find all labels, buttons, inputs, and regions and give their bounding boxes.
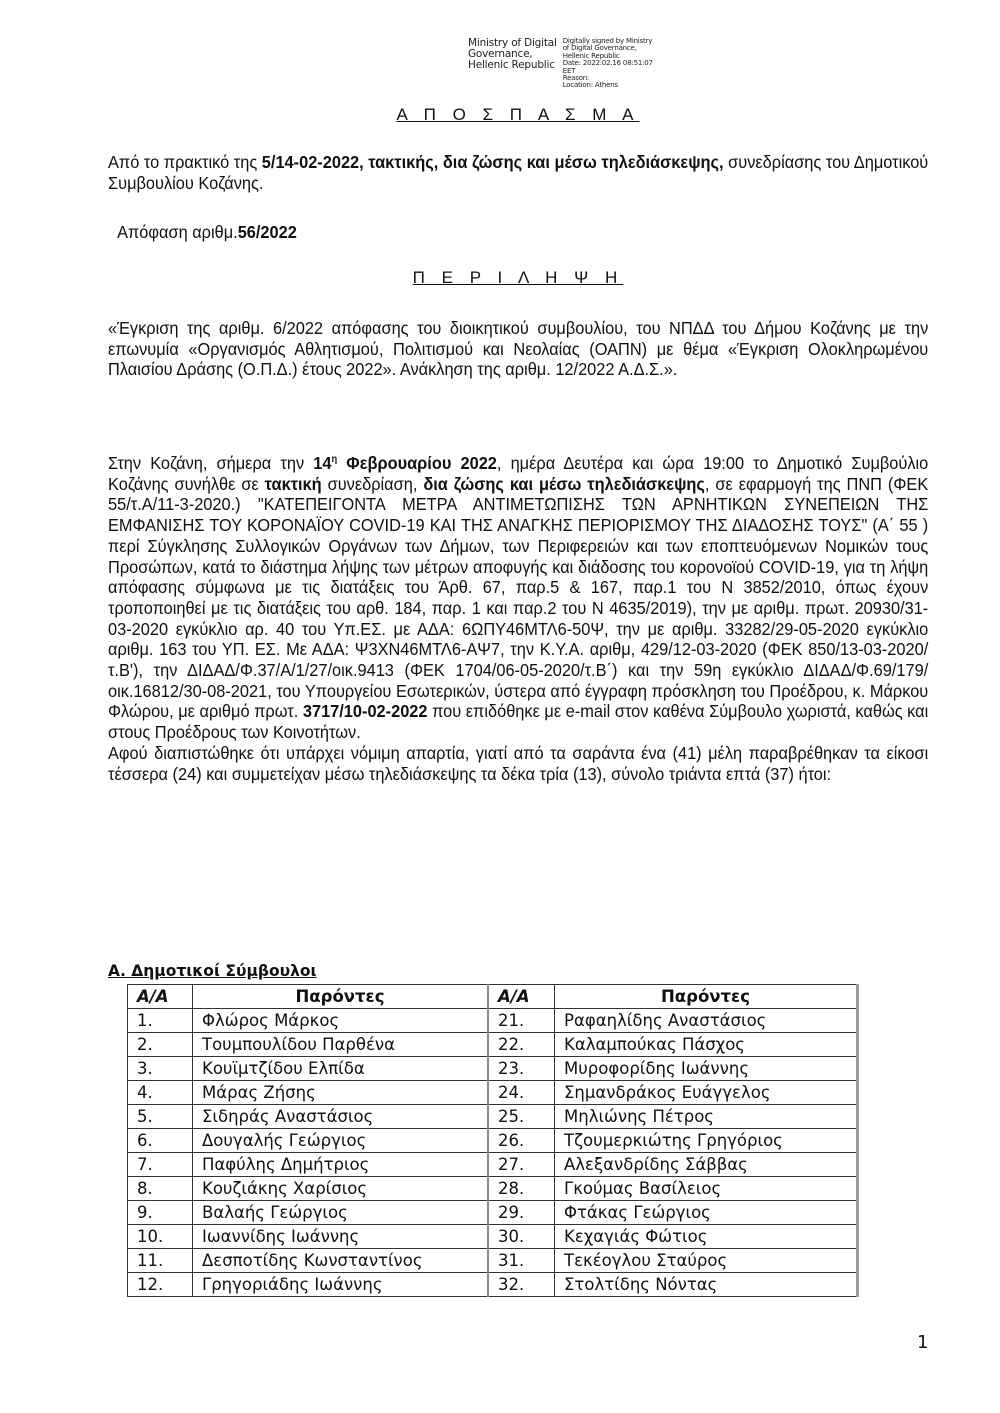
member-name: Παφύλης Δημήτριος [193, 1153, 489, 1177]
member-name: Μηλιώνης Πέτρος [555, 1105, 858, 1129]
quorum-paragraph: Αφού διαπιστώθηκε ότι υπάρχει νόμιμη απαρτία, γιατί από τα σαράντα ένα (41) μέλη παραβρέθηκαν τα είκοσι τέσσερα (24) και συμμετείχαν μέσω τηλεδιάσκεψης τα δέκα τρία (13), σύνολο τριάντα επτά (37) ήτοι: [108, 742, 929, 784]
member-number: 29. [488, 1201, 555, 1225]
digital-signature-stamp [468, 38, 653, 90]
member-number: 6. [128, 1129, 193, 1153]
member-number: 28. [488, 1177, 555, 1201]
intro-prefix: Από το πρακτικό της [108, 152, 262, 172]
document-title: Α Π Ο Σ Π Α Σ Μ Α [396, 105, 640, 124]
member-number: 11. [128, 1249, 193, 1273]
body-text: Στην Κοζάνη, σήμερα την [108, 453, 314, 473]
day-suffix: η [331, 454, 338, 465]
table-row [128, 1153, 858, 1177]
signature-detail-line: Digitally signed by Ministry [562, 37, 653, 45]
summary-title: Π Ε Ρ Ι Λ Η Ψ Η [412, 268, 624, 287]
meeting-type: τακτική [264, 473, 322, 494]
intro-suffix: συνεδρίασης του Δημοτικού Συμβουλίου Κοζάνης. [108, 152, 929, 193]
table-row [128, 1249, 858, 1273]
table-row [128, 1081, 858, 1105]
column-header-present: Παρόντες [193, 985, 489, 1009]
signature-reason: Reason: [562, 74, 590, 83]
member-number: 10. [128, 1225, 193, 1249]
member-number: 9. [128, 1201, 193, 1225]
member-name: Μυροφορίδης Ιωάννης [555, 1057, 858, 1081]
member-number: 3. [128, 1057, 193, 1081]
decision-number: 56/2022 [237, 222, 297, 242]
intro-paragraph [108, 152, 928, 193]
meeting-day: 14 [313, 453, 332, 473]
member-name: Τουμπουλίδου Παρθένα [193, 1033, 489, 1057]
page-number: 1 [917, 1332, 929, 1353]
meeting-month-year: Φεβρουαρίου 2022 [337, 453, 497, 473]
body-text: που επιδόθηκε με e-mail στον καθένα Σύμβουλο χωριστά, καθώς και στους Προέδρους των Κοινοτήτων. [108, 701, 929, 743]
member-number: 21. [488, 1009, 555, 1033]
member-number: 7. [128, 1153, 193, 1177]
member-number: 4. [128, 1081, 193, 1105]
member-name: Δεσποτίδης Κωνσταντίνος [193, 1249, 489, 1273]
members-section-heading: Α. Δημοτικοί Σύμβουλοι [108, 962, 317, 980]
table-row [128, 1201, 858, 1225]
signature-detail-line: Hellenic Republic [562, 51, 620, 60]
member-name: Σιδηράς Αναστάσιος [193, 1105, 489, 1129]
decision-number-line [108, 222, 928, 243]
member-number: 22. [488, 1033, 555, 1057]
member-name: Φλώρος Μάρκος [193, 1009, 489, 1033]
member-number: 5. [128, 1105, 193, 1129]
signer-line: Hellenic Republic [468, 59, 555, 71]
column-header-present: Παρόντες [555, 985, 858, 1009]
member-number: 32. [488, 1273, 555, 1297]
member-name: Μάρας Ζήσης [193, 1081, 489, 1105]
column-header-number: Α/Α [488, 985, 555, 1009]
intro-meeting-info: 5/14-02-2022, τακτικής, δια ζώσης και μέσω τηλεδιάσκεψης, [261, 152, 724, 172]
signer-line: Ministry of Digital [468, 37, 557, 49]
table-row [128, 1105, 858, 1129]
member-name: Βαλαής Γεώργιος [193, 1201, 489, 1225]
main-body-paragraph [108, 453, 928, 784]
member-number: 2. [128, 1033, 193, 1057]
member-number: 27. [488, 1153, 555, 1177]
member-name: Τεκέογλου Σταύρος [555, 1249, 858, 1273]
signature-details [563, 38, 653, 90]
body-text: συνεδρίαση, [321, 473, 424, 494]
member-number: 31. [488, 1249, 555, 1273]
member-name: Στολτίδης Νόντας [555, 1273, 858, 1297]
member-name: Καλαμπούκας Πάσχος [555, 1033, 858, 1057]
member-number: 23. [488, 1057, 555, 1081]
member-name: Ραφαηλίδης Αναστάσιος [555, 1009, 858, 1033]
column-header-number: Α/Α [128, 985, 193, 1009]
member-name: Κουϊμτζίδου Ελπίδα [193, 1057, 489, 1081]
member-name: Ιωαννίδης Ιωάννης [193, 1225, 489, 1249]
protocol-number: 3717/10-02-2022 [302, 701, 428, 722]
member-name: Κεχαγιάς Φώτιος [555, 1225, 858, 1249]
member-number: 24. [488, 1081, 555, 1105]
member-number: 12. [128, 1273, 193, 1297]
signature-detail-line: EET [562, 66, 576, 75]
member-name: Γρηγοριάδης Ιωάννης [193, 1273, 489, 1297]
member-name: Δουγαλής Γεώργιος [193, 1129, 489, 1153]
summary-text: «Έγκριση της αριθμ. 6/2022 απόφασης του διοικητικού συμβουλίου, του ΝΠΔΔ του Δήμου Κοζάνης με την επωνυμία «Οργανισμός Αθλητισμού, Πολιτισμού και Νεολαίας (ΟΑΠΝ) με θέμα «Έγκριση Ολοκληρωμένου Πλαισίου Δράσης (Ο.Π.Δ.) έτους 2022». Ανάκληση της αριθμ. 12/2022 Α.Δ.Σ.». [108, 318, 929, 380]
table-row [128, 1129, 858, 1153]
table-row [128, 1273, 858, 1297]
council-members-table [127, 984, 859, 1297]
decision-label: Απόφαση αριθμ. [117, 222, 238, 242]
member-name: Φτάκας Γεώργιος [555, 1201, 858, 1225]
table-row [128, 1009, 858, 1033]
body-text: , σε εφαρμογή της ΠΝΠ (ΦΕΚ 55/τ.Α/11-3-2020.) "ΚΑΤΕΠΕΙΓΟΝΤΑ ΜΕΤΡΑ ΑΝΤΙΜΕΤΩΠΙΣΗΣ ΤΩΝ ΑΡΝΗΤΙΚΩΝ ΣΥΝΕΠΕΙΩΝ ΤΗΣ ΕΜΦΑΝΙΣΗΣ ΤΟΥ ΚΟΡΟΝΑΪΟΥ COVID-19 ΚΑΙ ΤΗΣ ΑΝΑΓΚΗΣ ΠΕΡΙΟΡΙΣΜΟΥ ΤΗΣ ΔΙΑΔΟΣΗΣ ΤΟΥΣ" (Α΄ 55 ) περί Σύγκλησης Συλλογικών Οργάνων των Δήμων, των Περιφερειών και των εποπτευόμενων Νομικών τους Προσώπων, κατά το διάστημα λήψης των μέτρων αποφυγής και διάδοσης του κορονοϊού COVID-19, για τη λήψη απόφασης σύμφωνα με τις διατάξεις του Άρθ. 67, παρ.5 & 167, παρ.1 του Ν 3852/2010, όπως έχουν τροποποιηθεί με τις διατάξεις του αρθ. 184, παρ. 1 και παρ.2 του Ν 4635/2019), την με αριθμ. πρωτ. 20930/31-03-2020 εγκύκλιο αρ. 40 του Υπ.ΕΣ. με ΑΔΑ: 6ΩΠΥ46ΜΤΛ6-50Ψ, την με αριθμ. 33282/29-05-2020 εγκύκλιο αριθμ. 163 του ΥΠ. ΕΣ. Με ΑΔΑ: Ψ3ΧΝ46ΜΤΛ6-ΑΨ7, την Κ.Υ.Α. αριθμ, 429/12-03-2020 (ΦΕΚ 850/13-03-2020/τ.Β'), την ΔΙΔΑΔ/Φ.37/Α/1/27/οικ.9413 (ΦΕΚ 1704/06-05-2020/τ.Β΄) και την 59η εγκύκλιο ΔΙΔΑΔ/Φ.69/179/οικ.16812/30-08-2021, του Υπουργείου Εσωτερικών, ύστερα από έγγραφη πρόσκληση του Προέδρου, κ. Μάρκου Φλώρου, με αριθμό πρωτ. [108, 473, 929, 722]
signer-name [468, 38, 557, 90]
table-row [128, 1033, 858, 1057]
member-name: Σημανδράκος Ευάγγελος [555, 1081, 858, 1105]
table-row [128, 1177, 858, 1201]
member-number: 30. [488, 1225, 555, 1249]
member-name: Κουζιάκης Χαρίσιος [193, 1177, 489, 1201]
signature-location: Location: Athens [562, 81, 618, 90]
member-number: 26. [488, 1129, 555, 1153]
table-row [128, 1057, 858, 1081]
member-name: Γκούμας Βασίλειος [555, 1177, 858, 1201]
member-name: Τζουμερκιώτης Γρηγόριος [555, 1129, 858, 1153]
body-text: , ημέρα Δευτέρα και ώρα 19:00 το Δημοτικό Συμβούλιο Κοζάνης συνήλθε σε [108, 453, 929, 494]
member-number: 1. [128, 1009, 193, 1033]
signature-detail-line: of Digital Governance, [562, 44, 637, 53]
table-row [128, 1225, 858, 1249]
member-number: 25. [488, 1105, 555, 1129]
table-header-row [128, 985, 858, 1009]
meeting-mode: δια ζώσης και μέσω τηλεδιάσκεψης [423, 473, 705, 494]
member-name: Αλεξανδρίδης Σάββας [555, 1153, 858, 1177]
member-number: 8. [128, 1177, 193, 1201]
signer-line: Governance, [468, 48, 533, 60]
signature-date: Date: 2022.02.16 08:51:07 [562, 59, 653, 68]
